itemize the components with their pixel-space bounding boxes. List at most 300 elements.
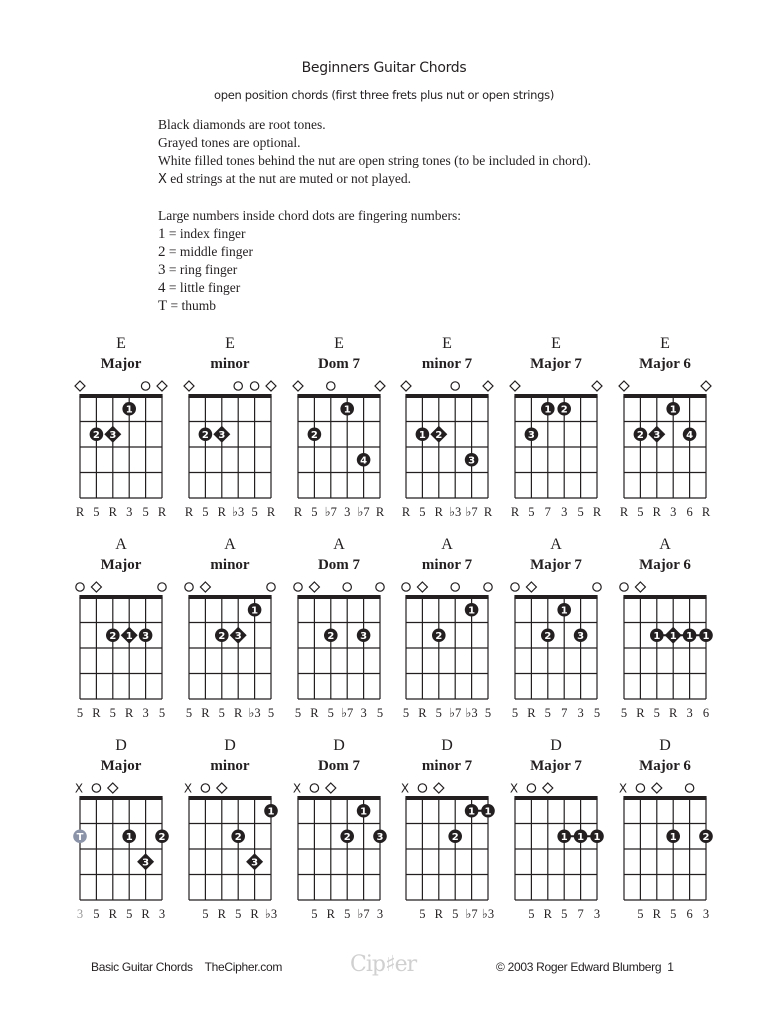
finger-number: 1 [360,806,368,818]
tone-label: 6 [702,706,710,720]
nut [405,796,488,800]
muted-x-symbol: X [158,172,167,187]
tone-label: 5 [311,907,318,921]
tone-label: 5 [142,505,149,519]
tone-label: 6 [686,907,693,921]
muted-string-x-icon: X [509,781,519,796]
finger-number: 3 [468,455,476,467]
chord-root: E [442,335,452,352]
finger-number: 4 [360,455,368,467]
chord-diagram-D-major [73,782,169,922]
open-string-icon [92,784,100,792]
open-root-diamond-icon [184,381,194,391]
tone-label: R [108,505,117,519]
chord-root: A [333,536,345,553]
chord-root: D [333,737,345,754]
chord-diagram-E-minor [184,381,276,519]
tone-label: 5 [93,907,100,921]
tone-label: 5 [109,706,116,720]
open-string-icon [620,583,628,591]
chord-diagram-E-minor-7 [401,381,493,519]
open-string-icon [636,784,644,792]
finger-number: 2 [702,832,710,844]
tone-label: R [217,907,226,921]
chord-quality: Major [100,356,142,372]
finger-number: 1 [686,631,694,643]
chord-root: E [334,335,344,352]
nut [297,394,380,398]
finger-number: 1 [669,404,677,416]
open-string-icon [402,583,410,591]
chord-diagram-E-major-6 [619,381,711,519]
open-string-icon [451,583,459,591]
tone-label: R [701,505,711,519]
finger-number: 1 [669,631,677,643]
tone-label: ♭3 [449,505,462,519]
chord-diagram-A-major [76,582,166,720]
tone-label: ♭7 [357,505,370,519]
finger-number: 2 [544,631,552,643]
tone-label: 5 [202,505,209,519]
nut [514,796,597,800]
open-string-icon [418,784,426,792]
chord-quality: minor [210,356,250,372]
finger-number: 3 [527,430,535,442]
nut [297,595,380,599]
tone-label: R [510,505,520,519]
chord-diagram-E-major-7 [510,381,602,519]
chord-root: D [115,737,127,754]
legend-finger-1: 1 = index finger [158,226,246,242]
tone-label: R [375,505,385,519]
tone-label: 3 [126,505,133,519]
open-root-diamond-icon [200,582,210,592]
footer-left [91,960,282,974]
tone-label: 5 [452,907,459,921]
tone-label: 5 [528,907,535,921]
footer-title: Basic Guitar Chords [91,960,193,974]
tone-label: R [619,505,629,519]
open-string-icon [343,583,351,591]
tone-label: ♭7 [449,706,462,720]
chord-diagram-A-minor-7 [402,582,492,720]
finger-number: T [76,832,84,844]
tone-label: 3 [561,505,568,519]
tone-label: 3 [142,706,149,720]
finger-number: 3 [142,857,150,869]
finger-number: 2 [201,430,209,442]
tone-label: 7 [577,907,584,921]
nut [623,796,706,800]
page-number: 1 [667,960,674,974]
tone-label: R [652,907,661,921]
open-string-icon [76,583,84,591]
chord-quality: Major 6 [639,557,691,573]
tone-label: ♭3 [481,907,495,921]
tone-label: R [401,505,411,519]
tone-label: ♭3 [465,706,478,720]
finger-number: 2 [451,832,459,844]
nut [79,796,162,800]
finger-number: 1 [468,605,476,617]
tone-label: R [434,907,443,921]
nut [188,796,271,800]
footer-right [496,960,674,974]
chord-diagram-D-major-7 [510,782,604,922]
chord-root: D [224,737,236,754]
legend-line-muted: X ed strings at the nut are muted or not played. [158,171,411,187]
tone-label: 5 [185,706,193,720]
tone-label: R [250,907,259,921]
tone-label: R [266,505,276,519]
tone-label: R [141,907,150,921]
tone-label: 3 [670,505,677,519]
tone-label: 5 [637,505,644,519]
tone-label: R [636,706,645,720]
nut [297,796,380,800]
chord-diagram-A-major-6 [620,582,713,720]
tone-label: 3 [686,706,693,720]
tone-label: R [92,706,101,720]
finger-number: 1 [484,806,492,818]
finger-number: 1 [702,631,710,643]
finger-number: 1 [125,832,133,844]
legend-finger-thumb: T = thumb [158,298,217,314]
nut [514,394,597,398]
tone-label: 5 [561,907,568,921]
legend-finger-3: 3 = ring finger [158,262,238,278]
open-root-diamond-icon [266,381,276,391]
muted-string-x-icon: X [618,781,628,796]
footer-copyright: © 2003 Roger Edward Blumberg [496,960,662,974]
open-root-diamond-icon [309,582,319,592]
open-root-diamond-icon [375,381,385,391]
chord-quality: minor 7 [421,557,473,573]
tone-label: 5 [637,907,644,921]
tone-label: 3 [76,907,84,921]
open-root-diamond-icon [701,381,711,391]
finger-number: 2 [218,631,226,643]
tone-label: R [184,505,194,519]
tone-label: 5 [344,907,351,921]
tone-label: 5 [251,505,258,519]
tone-label: 5 [419,907,426,921]
open-string-icon [593,583,601,591]
chord-quality: Major 7 [530,557,582,573]
tone-label: 5 [528,505,535,519]
open-string-icon [234,382,242,390]
tone-label: 7 [561,706,568,720]
tone-label: 5 [419,505,426,519]
chord-diagram-D-dom-7 [293,782,387,922]
finger-number: 2 [636,430,644,442]
tone-label: 5 [218,706,225,720]
nut [405,394,488,398]
tone-label: 5 [327,706,334,720]
finger-number: 3 [360,631,368,643]
chord-root: A [115,536,127,553]
tone-label: ♭7 [357,907,370,921]
open-string-icon [527,784,535,792]
chord-root: D [550,737,562,754]
finger-number: 4 [686,430,694,442]
open-root-diamond-icon [108,783,118,793]
open-root-diamond-icon [652,783,662,793]
finger-number: 1 [125,404,133,416]
open-string-icon [484,583,492,591]
finger-number: 2 [327,631,335,643]
chord-quality: Major 6 [639,758,691,774]
open-root-diamond-icon [543,783,553,793]
open-string-icon [267,583,275,591]
finger-number: 3 [376,832,384,844]
open-string-icon [310,784,318,792]
chord-quality: Major [100,557,142,573]
tone-label: R [234,706,243,720]
page-title: Beginners Guitar Chords [301,60,467,76]
finger-number: 2 [92,430,100,442]
legend-finger-4: 4 = little finger [158,280,241,296]
finger-number: 3 [109,430,117,442]
tone-label: 5 [484,706,492,720]
tone-label: R [418,706,427,720]
open-string-icon [141,382,149,390]
open-root-diamond-icon [293,381,303,391]
page-subtitle: open position chords (first three frets plus nut or open strings) [213,88,555,102]
tone-label: R [434,505,443,519]
chord-quality: Dom 7 [317,557,361,573]
tone-label: R [201,706,210,720]
finger-number: 1 [544,404,552,416]
finger-number: 2 [435,631,443,643]
chord-diagram-D-minor [184,782,278,922]
tone-label: 5 [544,706,551,720]
tone-label: ♭3 [264,907,278,921]
chord-quality: Dom 7 [317,356,361,372]
muted-string-x-icon: X [74,781,84,796]
finger-number: 2 [343,832,351,844]
muted-string-x-icon: X [183,781,193,796]
open-root-diamond-icon [157,381,167,391]
tone-label: 3 [158,907,166,921]
tone-label: 5 [620,706,628,720]
finger-number: 3 [251,857,259,869]
tone-label: 5 [158,706,166,720]
open-root-diamond-icon [417,582,427,592]
finger-number: 1 [418,430,426,442]
tone-label: 3 [593,907,601,921]
tone-label: 5 [670,907,677,921]
chord-quality: minor 7 [421,356,473,372]
tone-label: ♭7 [465,505,478,519]
chord-root: A [550,536,562,553]
chord-quality: minor [210,758,250,774]
finger-number: 3 [218,430,226,442]
tone-label: 3 [702,907,710,921]
chord-quality: Major 6 [639,356,691,372]
tone-label: R [108,907,117,921]
chord-quality: minor 7 [421,758,473,774]
open-root-diamond-icon [434,783,444,793]
legend-fingering-intro: Large numbers inside chord dots are fingering numbers: [158,208,462,223]
legend-line-root: Black diamonds are root tones. [158,117,326,132]
tone-label: R [652,505,661,519]
nut [514,595,597,599]
finger-number: 1 [577,832,585,844]
tone-label: 5 [577,505,584,519]
tone-label: 6 [686,505,693,519]
finger-number: 3 [653,430,661,442]
tone-label: R [217,505,226,519]
chord-quality: Major 7 [530,356,582,372]
tone-label: R [483,505,493,519]
tone-label: 5 [653,706,660,720]
muted-string-x-icon: X [400,781,410,796]
chord-diagram-A-minor [185,582,275,720]
chord-root: D [659,737,671,754]
finger-number: 1 [593,832,601,844]
chord-root: A [659,536,671,553]
tone-label: R [125,706,134,720]
footer-site: TheCipher.com [204,960,283,974]
nut [405,595,488,599]
nut [79,595,162,599]
tone-label: R [293,505,303,519]
muted-string-x-icon: X [292,781,302,796]
open-string-icon [511,583,519,591]
tone-label: 5 [593,706,601,720]
tone-label: 5 [511,706,519,720]
nut [188,394,271,398]
tone-label: 5 [76,706,84,720]
chord-root: E [116,335,126,352]
tone-label: 5 [202,907,209,921]
open-root-diamond-icon [635,582,645,592]
finger-number: 1 [267,806,275,818]
finger-number: 2 [234,832,242,844]
chord-quality: Major [100,758,142,774]
open-root-diamond-icon [619,381,629,391]
open-root-diamond-icon [483,381,493,391]
tone-label: R [326,907,335,921]
chord-diagram-A-major-7 [511,582,601,720]
finger-number: 2 [310,430,318,442]
chord-root: D [441,737,453,754]
finger-number: 1 [669,832,677,844]
chord-diagram-E-major [75,381,167,519]
tone-label: ♭7 [324,505,337,519]
tone-label: 5 [235,907,242,921]
chord-root: A [224,536,236,553]
open-root-diamond-icon [510,381,520,391]
tone-label: ♭7 [465,907,478,921]
tone-label: R [527,706,536,720]
chord-diagram-D-major-6 [619,782,713,922]
finger-number: 1 [560,605,568,617]
open-root-diamond-icon [91,582,101,592]
chord-quality: minor [210,557,250,573]
cipher-logo: Cip♯er [350,952,417,977]
nut [623,394,706,398]
nut [623,595,706,599]
tone-label: 5 [311,505,318,519]
open-string-icon [158,583,166,591]
tone-label: R [310,706,319,720]
open-string-icon [327,382,335,390]
chord-diagram-A-dom-7 [294,582,384,720]
chord-quality: Major 7 [530,758,582,774]
chord-root: A [441,536,453,553]
tone-label: ♭3 [248,706,261,720]
nut [79,394,162,398]
tone-label: 5 [126,907,133,921]
nut [188,595,271,599]
open-string-icon [376,583,384,591]
tone-label: R [157,505,167,519]
tone-label: 3 [344,505,351,519]
tone-label: R [592,505,602,519]
finger-number: 1 [468,806,476,818]
open-root-diamond-icon [75,381,85,391]
open-string-icon [685,784,693,792]
finger-number: 3 [234,631,242,643]
tone-label: R [75,505,85,519]
open-string-icon [250,382,258,390]
tone-label: 5 [294,706,302,720]
tone-label: 3 [577,706,584,720]
open-root-diamond-icon [592,381,602,391]
tone-label: 5 [267,706,275,720]
legend-line-optional: Grayed tones are optional. [158,135,301,150]
open-string-icon [451,382,459,390]
tone-label: 5 [402,706,410,720]
chord-root: E [551,335,561,352]
tone-label: 5 [435,706,442,720]
open-root-diamond-icon [217,783,227,793]
tone-label: 5 [376,706,384,720]
open-string-icon [185,583,193,591]
tone-label: 3 [360,706,367,720]
open-root-diamond-icon [326,783,336,793]
tone-label: 5 [93,505,100,519]
finger-number: 1 [343,404,351,416]
tone-label: 3 [376,907,384,921]
finger-number: 1 [125,631,133,643]
finger-number: 3 [577,631,585,643]
legend-finger-2: 2 = middle finger [158,244,253,260]
tone-label: ♭3 [232,505,245,519]
open-root-diamond-icon [401,381,411,391]
chord-root: E [660,335,670,352]
chord-quality: Dom 7 [317,758,361,774]
chord-diagram-D-minor-7 [401,782,495,922]
legend-line-open: White filled tones behind the nut are open string tones (to be included in chord). [158,153,592,168]
finger-number: 2 [158,832,166,844]
chord-diagram-E-dom-7 [293,381,385,519]
open-string-icon [294,583,302,591]
open-string-icon [201,784,209,792]
tone-label: 7 [544,505,551,519]
finger-number: 3 [142,631,150,643]
finger-number: 1 [251,605,259,617]
finger-number: 2 [109,631,117,643]
tone-label: R [669,706,678,720]
finger-number: 2 [560,404,568,416]
tone-label: ♭7 [341,706,354,720]
chord-root: E [225,335,235,352]
finger-number: 2 [435,430,443,442]
open-root-diamond-icon [526,582,536,592]
